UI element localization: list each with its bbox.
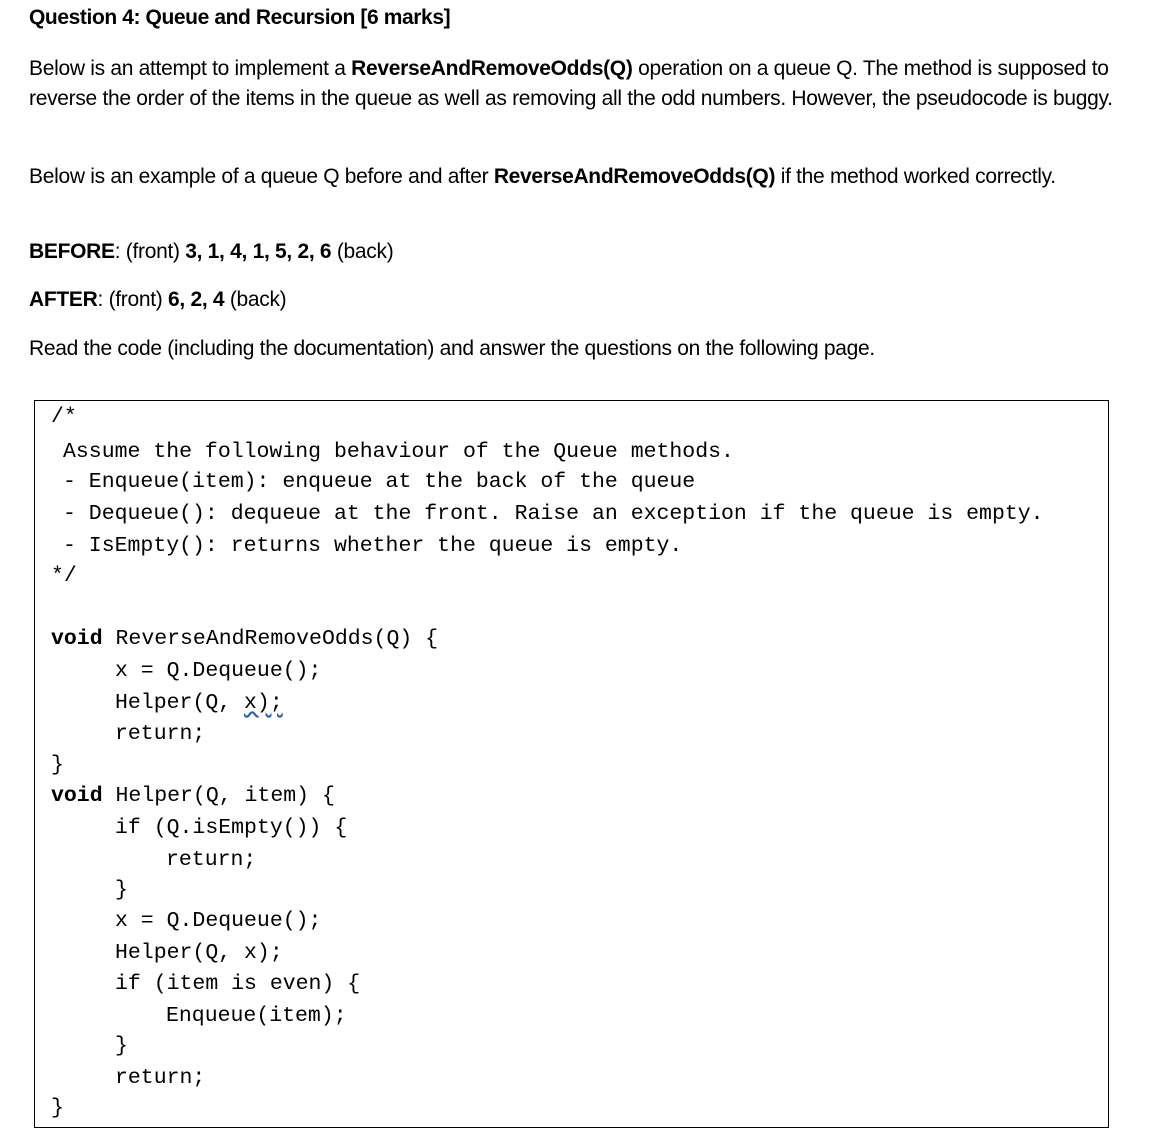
helper-close-brace: }: [51, 1096, 64, 1120]
intro-text-a: Below is an attempt to implement a: [29, 57, 352, 80]
example-paragraph: [29, 162, 1119, 192]
void-keyword: void: [51, 627, 103, 651]
helper-line-enqueue: Enqueue(item);: [166, 1004, 347, 1028]
helper-line-if-even: if (item is even) {: [115, 972, 361, 996]
before-front: : (front): [114, 240, 186, 263]
before-items: 3, 1, 4, 1, 5, 2, 6: [185, 240, 332, 263]
comment-line-isempty: - IsEmpty(): returns whether the queue is empty.: [63, 534, 683, 558]
void-keyword: void: [51, 784, 103, 808]
example-text-b: if the method worked correctly.: [775, 165, 1056, 188]
question-heading: Question 4: Queue and Recursion [6 marks]: [29, 6, 451, 29]
after-back: (back): [224, 288, 287, 311]
spellcheck-flagged-arg: x);: [244, 691, 283, 715]
example-method-name: ReverseAndRemoveOdds(Q): [493, 165, 776, 188]
intro-paragraph: [29, 54, 1119, 114]
after-label: AFTER: [29, 288, 98, 311]
intro-text-b: operation on a queue Q. The method is supposed to reverse the order of the items in the queue as well as removing all the odd numbers. However, the pseudocode is buggy.: [29, 57, 1113, 110]
helper-line-return: return;: [115, 1066, 206, 1090]
after-front: : (front): [97, 288, 169, 311]
intro-method-name: ReverseAndRemoveOdds(Q): [351, 57, 633, 80]
helper-line-return-early: return;: [166, 848, 257, 872]
helper-line-dequeue: x = Q.Dequeue();: [115, 909, 322, 933]
comment-open: /*: [51, 405, 77, 429]
reverse-helper-call: Helper(Q,: [115, 691, 245, 715]
reverse-line-return: return;: [115, 722, 206, 746]
helper-signature-rest: Helper(Q, item) {: [102, 784, 335, 808]
comment-line-enqueue: - Enqueue(item): enqueue at the back of the queue: [63, 470, 696, 494]
helper-line-recurse: Helper(Q, x);: [115, 941, 283, 965]
code-block: [34, 400, 1109, 1128]
after-items: 6, 2, 4: [168, 288, 225, 311]
before-back: (back): [331, 240, 394, 263]
helper-line-if-close: }: [115, 878, 128, 902]
before-label: BEFORE: [29, 240, 115, 263]
example-text-a: Below is an example of a queue Q before and after: [29, 165, 494, 188]
reverse-close-brace: }: [51, 753, 64, 777]
instruction-text: Read the code (including the documentation) and answer the questions on the following page.: [29, 337, 875, 360]
comment-line-dequeue: - Dequeue(): dequeue at the front. Raise an exception if the queue is empty.: [63, 502, 1044, 526]
reverse-line-helper: [115, 689, 283, 717]
helper-line-if-even-close: }: [115, 1034, 128, 1058]
comment-close: */: [51, 564, 77, 588]
helper-signature: [51, 782, 335, 810]
reverse-line-dequeue: x = Q.Dequeue();: [115, 659, 322, 683]
helper-line-if-empty: if (Q.isEmpty()) {: [115, 816, 348, 840]
reverse-signature: [51, 625, 438, 653]
after-line: [29, 285, 1119, 315]
comment-line-assume: Assume the following behaviour of the Queue methods.: [63, 440, 734, 464]
before-line: [29, 237, 1119, 267]
reverse-signature-rest: ReverseAndRemoveOdds(Q) {: [102, 627, 439, 651]
